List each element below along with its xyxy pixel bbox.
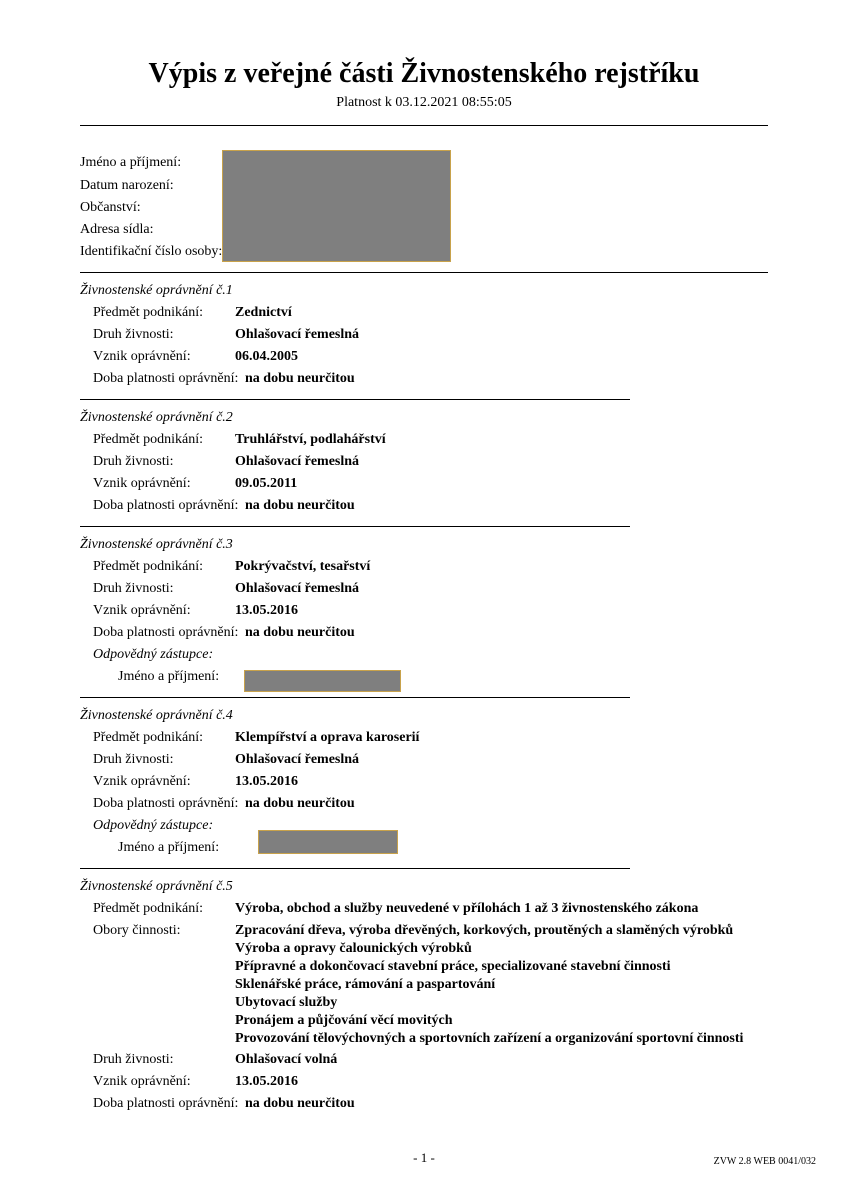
origin-label: Vznik oprávnění:: [93, 476, 191, 491]
origin-label: Vznik oprávnění:: [93, 774, 191, 789]
subject-value: Zednictví: [235, 305, 292, 320]
type-label: Druh živnosti:: [93, 327, 174, 342]
field-item: Provozování tělovýchovných a sportovních zařízení a organizování sportovní činnosti: [235, 1031, 744, 1046]
permit-title: Živnostenské oprávnění č.1: [80, 283, 233, 298]
subject-value: Pokrývačství, tesařství: [235, 559, 371, 574]
address-label: Adresa sídla:: [80, 222, 154, 237]
field-item: Sklenářské práce, rámování a paspartování: [235, 977, 496, 992]
origin-value: 09.05.2011: [235, 476, 298, 491]
subject-value: Truhlářství, podlahářství: [235, 432, 386, 447]
divider: [80, 272, 768, 273]
origin-value: 13.05.2016: [235, 1074, 298, 1089]
validity-label: Doba platnosti oprávnění:: [93, 796, 239, 811]
page-number: - 1 -: [413, 1150, 435, 1165]
representative-name-label: Jméno a příjmení:: [118, 669, 220, 684]
field-item: Zpracování dřeva, výroba dřevěných, korkových, proutěných a slaměných výrobků: [235, 923, 734, 938]
subject-label: Předmět podnikání:: [93, 305, 204, 320]
validity-value: na dobu neurčitou: [245, 796, 355, 811]
birthdate-label: Datum narození:: [80, 178, 174, 193]
fields-label: Obory činnosti:: [93, 923, 181, 938]
divider: [80, 125, 768, 126]
type-value: Ohlašovací řemeslná: [235, 581, 360, 596]
permit-title: Živnostenské oprávnění č.5: [80, 879, 233, 894]
redaction-box: [258, 830, 398, 854]
divider: [80, 526, 630, 527]
redaction-box: [244, 670, 401, 692]
subject-label: Předmět podnikání:: [93, 559, 204, 574]
subject-value: Klempířství a oprava karoserií: [235, 730, 420, 745]
permit-title: Živnostenské oprávnění č.4: [80, 708, 233, 723]
type-value: Ohlašovací řemeslná: [235, 454, 360, 469]
document-code: ZVW 2.8 WEB 0041/032: [713, 1156, 816, 1167]
type-value: Ohlašovací volná: [235, 1052, 338, 1067]
representative-name-label: Jméno a příjmení:: [118, 840, 220, 855]
subject-label: Předmět podnikání:: [93, 432, 204, 447]
type-value: Ohlašovací řemeslná: [235, 327, 360, 342]
subject-value: Výroba, obchod a služby neuvedené v přílohách 1 až 3 živnostenského zákona: [235, 901, 699, 916]
validity-value: na dobu neurčitou: [245, 498, 355, 513]
validity-label: Doba platnosti oprávnění:: [93, 371, 239, 386]
type-value: Ohlašovací řemeslná: [235, 752, 360, 767]
origin-label: Vznik oprávnění:: [93, 603, 191, 618]
field-item: Pronájem a půjčování věcí movitých: [235, 1013, 453, 1028]
origin-value: 06.04.2005: [235, 349, 298, 364]
validity-timestamp: Platnost k 03.12.2021 08:55:05: [336, 95, 512, 110]
page-title: Výpis z veřejné části Živnostenského rejstříku: [148, 58, 700, 89]
type-label: Druh živnosti:: [93, 454, 174, 469]
validity-label: Doba platnosti oprávnění:: [93, 625, 239, 640]
name-label: Jméno a příjmení:: [80, 155, 182, 170]
origin-value: 13.05.2016: [235, 774, 298, 789]
divider: [80, 697, 630, 698]
field-item: Výroba a opravy čalounických výrobků: [235, 941, 472, 956]
origin-label: Vznik oprávnění:: [93, 349, 191, 364]
type-label: Druh živnosti:: [93, 752, 174, 767]
redaction-box: [222, 150, 451, 262]
representative-label: Odpovědný zástupce:: [93, 818, 214, 833]
permit-title: Živnostenské oprávnění č.2: [80, 410, 233, 425]
citizenship-label: Občanství:: [80, 200, 141, 215]
validity-value: na dobu neurčitou: [245, 625, 355, 640]
origin-value: 13.05.2016: [235, 603, 298, 618]
validity-value: na dobu neurčitou: [245, 371, 355, 386]
field-item: Ubytovací služby: [235, 995, 338, 1010]
validity-value: na dobu neurčitou: [245, 1096, 355, 1111]
type-label: Druh živnosti:: [93, 1052, 174, 1067]
permit-title: Živnostenské oprávnění č.3: [80, 537, 233, 552]
origin-label: Vznik oprávnění:: [93, 1074, 191, 1089]
representative-label: Odpovědný zástupce:: [93, 647, 214, 662]
subject-label: Předmět podnikání:: [93, 901, 204, 916]
validity-label: Doba platnosti oprávnění:: [93, 498, 239, 513]
field-item: Přípravné a dokončovací stavební práce, specializované stavební činnosti: [235, 959, 671, 974]
validity-label: Doba platnosti oprávnění:: [93, 1096, 239, 1111]
divider: [80, 868, 630, 869]
type-label: Druh živnosti:: [93, 581, 174, 596]
id-number-label: Identifikační číslo osoby:: [80, 244, 223, 259]
divider: [80, 399, 630, 400]
subject-label: Předmět podnikání:: [93, 730, 204, 745]
